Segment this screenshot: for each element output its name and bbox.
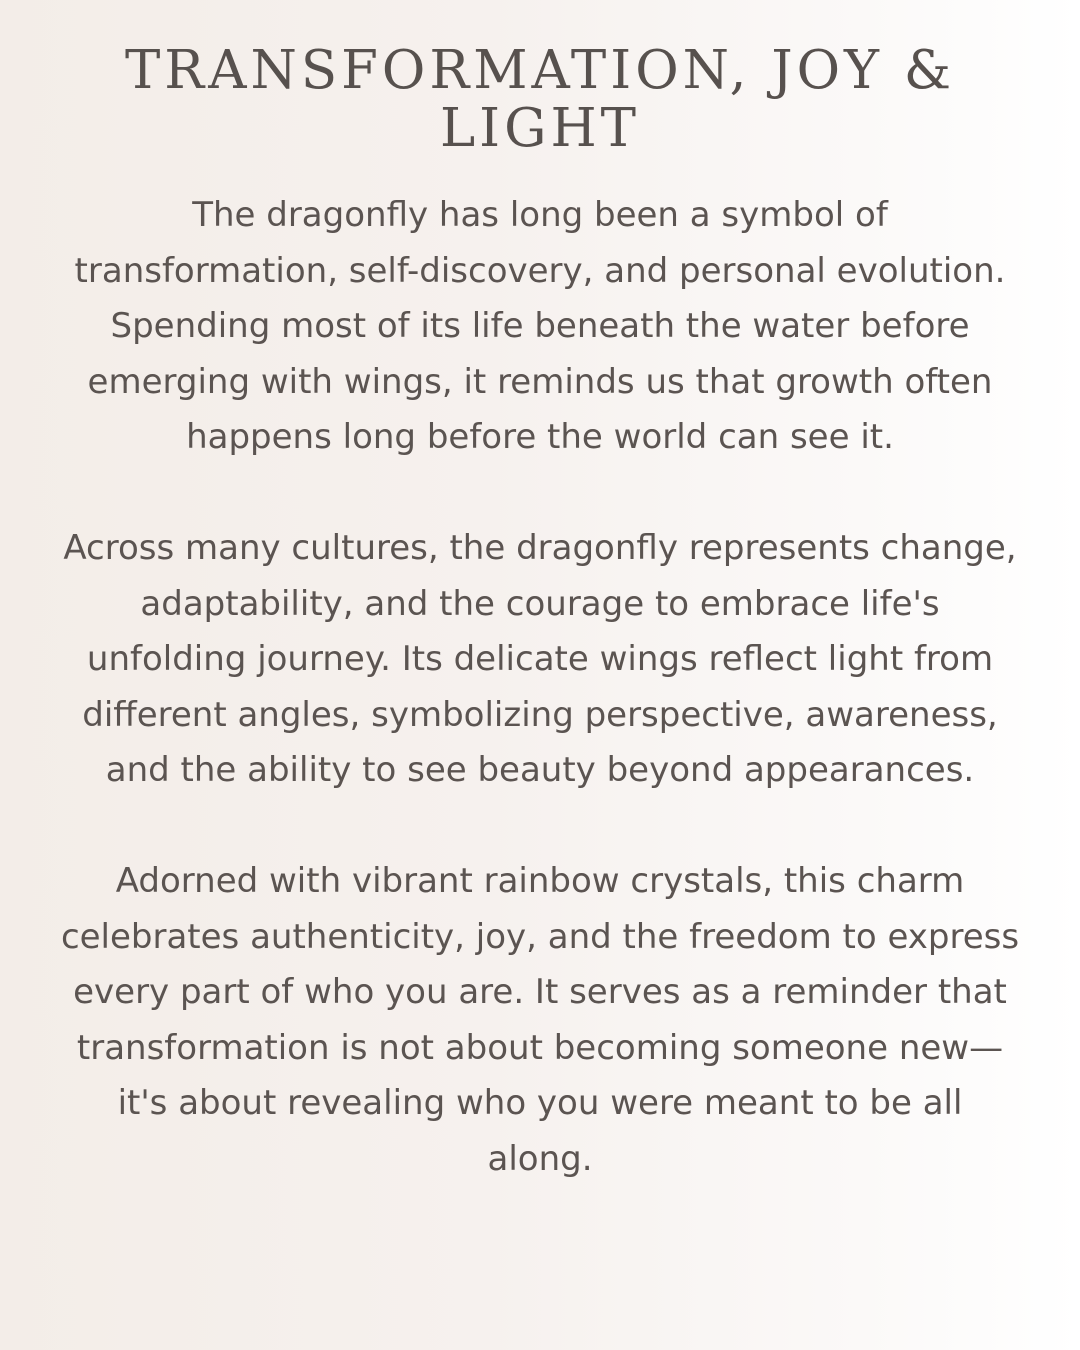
paragraph-cultures: Across many cultures, the dragonfly represents change, adaptability, and the courage to embrace life's unfolding journey. Its delicate wings reflect light from different angles, symbolizing perspective, awareness, and the ability to see beauty beyond appearances. bbox=[63, 528, 1017, 790]
paragraph-charm: Adorned with vibrant rainbow crystals, this charm celebrates authenticity, joy, and the freedom to express every part of who you are. It serves as a reminder that transformation is not about becoming someone new—it's about revealing who you were meant to be all along. bbox=[60, 861, 1020, 1179]
paragraph-symbolism: The dragonfly has long been a symbol of transformation, self-discovery, and personal evolution. Spending most of its life beneath the water before emerging with wings, it reminds us that growth often happens long before the world can see it. bbox=[74, 195, 1006, 457]
body-text bbox=[60, 188, 1020, 1187]
page-title: TRANSFORMATION, JOY & LIGHT bbox=[124, 40, 956, 159]
